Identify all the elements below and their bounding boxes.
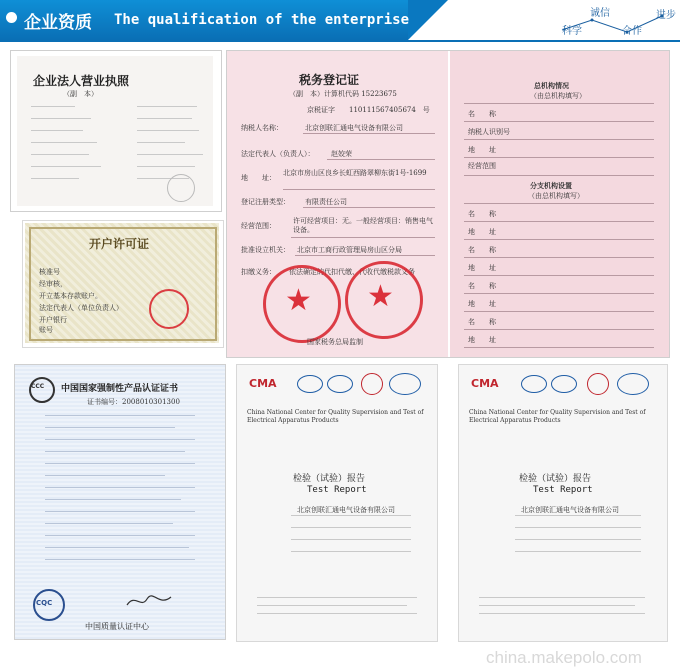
ccc-cert xyxy=(15,365,225,639)
watermark: china.makepolo.com xyxy=(486,648,642,667)
section-title-en: The qualification of the enterprise xyxy=(114,12,410,28)
star-icon: ★ xyxy=(367,279,394,314)
ccc-logo-text: CCC xyxy=(31,383,45,390)
tax-registration-frame xyxy=(226,50,670,358)
motto-word: 科学 xyxy=(562,26,582,37)
tax-subtitle: （副 本）计算机代码 15223675 xyxy=(289,90,397,98)
tax-field-label: 地 址： xyxy=(241,174,276,182)
branch-row-label: 纳税人识别号 xyxy=(468,128,510,136)
bank-stamp xyxy=(149,289,189,329)
bank-permit-row: 开立基本存款账户。 xyxy=(39,292,102,300)
tax-field-value: 依法确定的代扣代缴、代收代缴税款义务 xyxy=(289,268,415,276)
branch-subtitle: （由总机构填写） xyxy=(530,92,586,100)
test-report-1-frame xyxy=(236,364,438,642)
test-report-1 xyxy=(237,365,437,641)
tax-field-label: 批准设立机关： xyxy=(241,246,290,254)
header-bar-tail xyxy=(408,0,448,40)
tax-field-value: 许可经营项目：无。一般经营项目：销售电气设备。 xyxy=(293,217,433,234)
sub-branch-row-label: 名 称 xyxy=(468,210,496,218)
bank-permit-row: 账号 xyxy=(39,326,53,334)
ilac-logo-icon xyxy=(327,375,353,393)
ccc-logo-icon xyxy=(29,377,55,403)
tax-field-value: 北京市工商行政管理局房山区分局 xyxy=(297,246,402,254)
sub-branch-row-label: 地 址 xyxy=(468,264,496,272)
cert-mark-icon xyxy=(617,373,649,395)
bank-permit-row: 核准号 xyxy=(39,268,60,276)
cqc-mark-icon xyxy=(361,373,383,395)
tax-field-label: 经营范围： xyxy=(241,222,276,230)
test-report-2-frame xyxy=(458,364,668,642)
bank-permit-row: 法定代表人（单位负责人） xyxy=(39,304,123,312)
ccc-title: 中国国家强制性产品认证证书 xyxy=(61,384,179,394)
motto-word: 合作 xyxy=(622,26,642,37)
section-title-cn: 企业资质 xyxy=(24,13,92,33)
motto-word: 进步 xyxy=(656,10,676,21)
ccc-issuer: 中国质量认证中心 xyxy=(85,622,149,631)
test-report-title: 检验（试验）报告 xyxy=(519,474,592,484)
sub-branch-row-label: 名 称 xyxy=(468,318,496,326)
sub-branch-subtitle: （由总机构填写） xyxy=(528,192,584,200)
tax-registration-left-page xyxy=(227,51,448,357)
bank-permit-row: 开户银行 xyxy=(39,316,67,324)
test-center-name: China National Center for Quality Supervision and Test of Electrical Apparatus Products xyxy=(247,409,424,424)
branch-row-label: 经营范围 xyxy=(468,162,496,170)
tax-field-value: 有限责任公司 xyxy=(305,198,347,206)
test-report-client: 北京创联汇通电气设备有限公司 xyxy=(521,506,619,514)
sub-branch-row-label: 地 址 xyxy=(468,228,496,236)
tax-field-label: 法定代表人（负责人）： xyxy=(241,150,315,158)
header xyxy=(0,0,680,40)
cma-badge: CMA xyxy=(471,377,499,390)
ccc-cert-frame xyxy=(14,364,226,640)
tax-field-value: 北京创联汇通电气设备有限公司 xyxy=(305,124,403,132)
cqc-mark-icon xyxy=(587,373,609,395)
bank-permit-frame xyxy=(22,220,224,348)
bullet-icon xyxy=(6,12,17,23)
business-license-frame xyxy=(10,50,222,212)
cnas-logo-icon xyxy=(297,375,323,393)
tax-issuer: 国家税务总局监制 xyxy=(307,338,363,346)
seal-icon xyxy=(167,174,195,202)
ilac-logo-icon xyxy=(551,375,577,393)
sub-branch-row-label: 名 称 xyxy=(468,282,496,290)
sub-branch-title: 分支机构设置 xyxy=(530,181,572,190)
business-license-copy: （副 本） xyxy=(63,90,98,98)
cqc-logo-text: CQC xyxy=(36,599,53,607)
test-report-title-en: Test Report xyxy=(307,485,367,495)
tax-field-value: 北京市房山区良乡长虹西路翠柳东街1号-1699 xyxy=(283,169,427,177)
branch-row-label: 地 址 xyxy=(468,146,496,154)
tax-field-label: 扣缴义务： xyxy=(241,268,276,276)
sub-branch-row-label: 地 址 xyxy=(468,300,496,308)
test-report-title-en: Test Report xyxy=(533,485,593,495)
cma-badge: CMA xyxy=(249,377,277,390)
branch-row-label: 名 称 xyxy=(468,110,496,118)
business-license xyxy=(17,56,213,206)
sub-branch-row-label: 名 称 xyxy=(468,246,496,254)
tax-cert-no: 110111567405674 号 xyxy=(349,106,430,114)
tax-field-label: 登记注册类型： xyxy=(241,198,290,206)
branch-title: 总机构情况 xyxy=(534,81,569,90)
test-report-2 xyxy=(459,365,667,641)
ccc-cert-no: 证书编号：2008010301300 xyxy=(87,398,180,406)
test-report-title: 检验（试验）报告 xyxy=(293,474,366,484)
sub-branch-row-label: 地 址 xyxy=(468,336,496,344)
header-divider xyxy=(0,40,680,42)
test-report-client: 北京创联汇通电气设备有限公司 xyxy=(297,506,395,514)
motto-word: 诚信 xyxy=(590,8,610,19)
business-license-title: 企业法人营业执照 xyxy=(33,74,130,88)
tax-field-value: 赵姣荣 xyxy=(331,150,352,158)
tax-field-label: 纳税人名称： xyxy=(241,124,283,132)
tax-cert-no-label: 京税证字 xyxy=(307,106,335,114)
bank-permit xyxy=(25,223,219,343)
tax-title: 税务登记证 xyxy=(299,73,360,87)
cert-mark-icon xyxy=(389,373,421,395)
tax-registration-right-page xyxy=(450,51,669,357)
signature-icon xyxy=(125,591,175,611)
test-center-name: China National Center for Quality Supervision and Test of Electrical Apparatus Products xyxy=(469,409,646,424)
cnas-logo-icon xyxy=(521,375,547,393)
bank-permit-title: 开户许可证 xyxy=(89,237,150,251)
bank-permit-row: 经审核， xyxy=(39,280,67,288)
star-icon: ★ xyxy=(285,283,312,318)
